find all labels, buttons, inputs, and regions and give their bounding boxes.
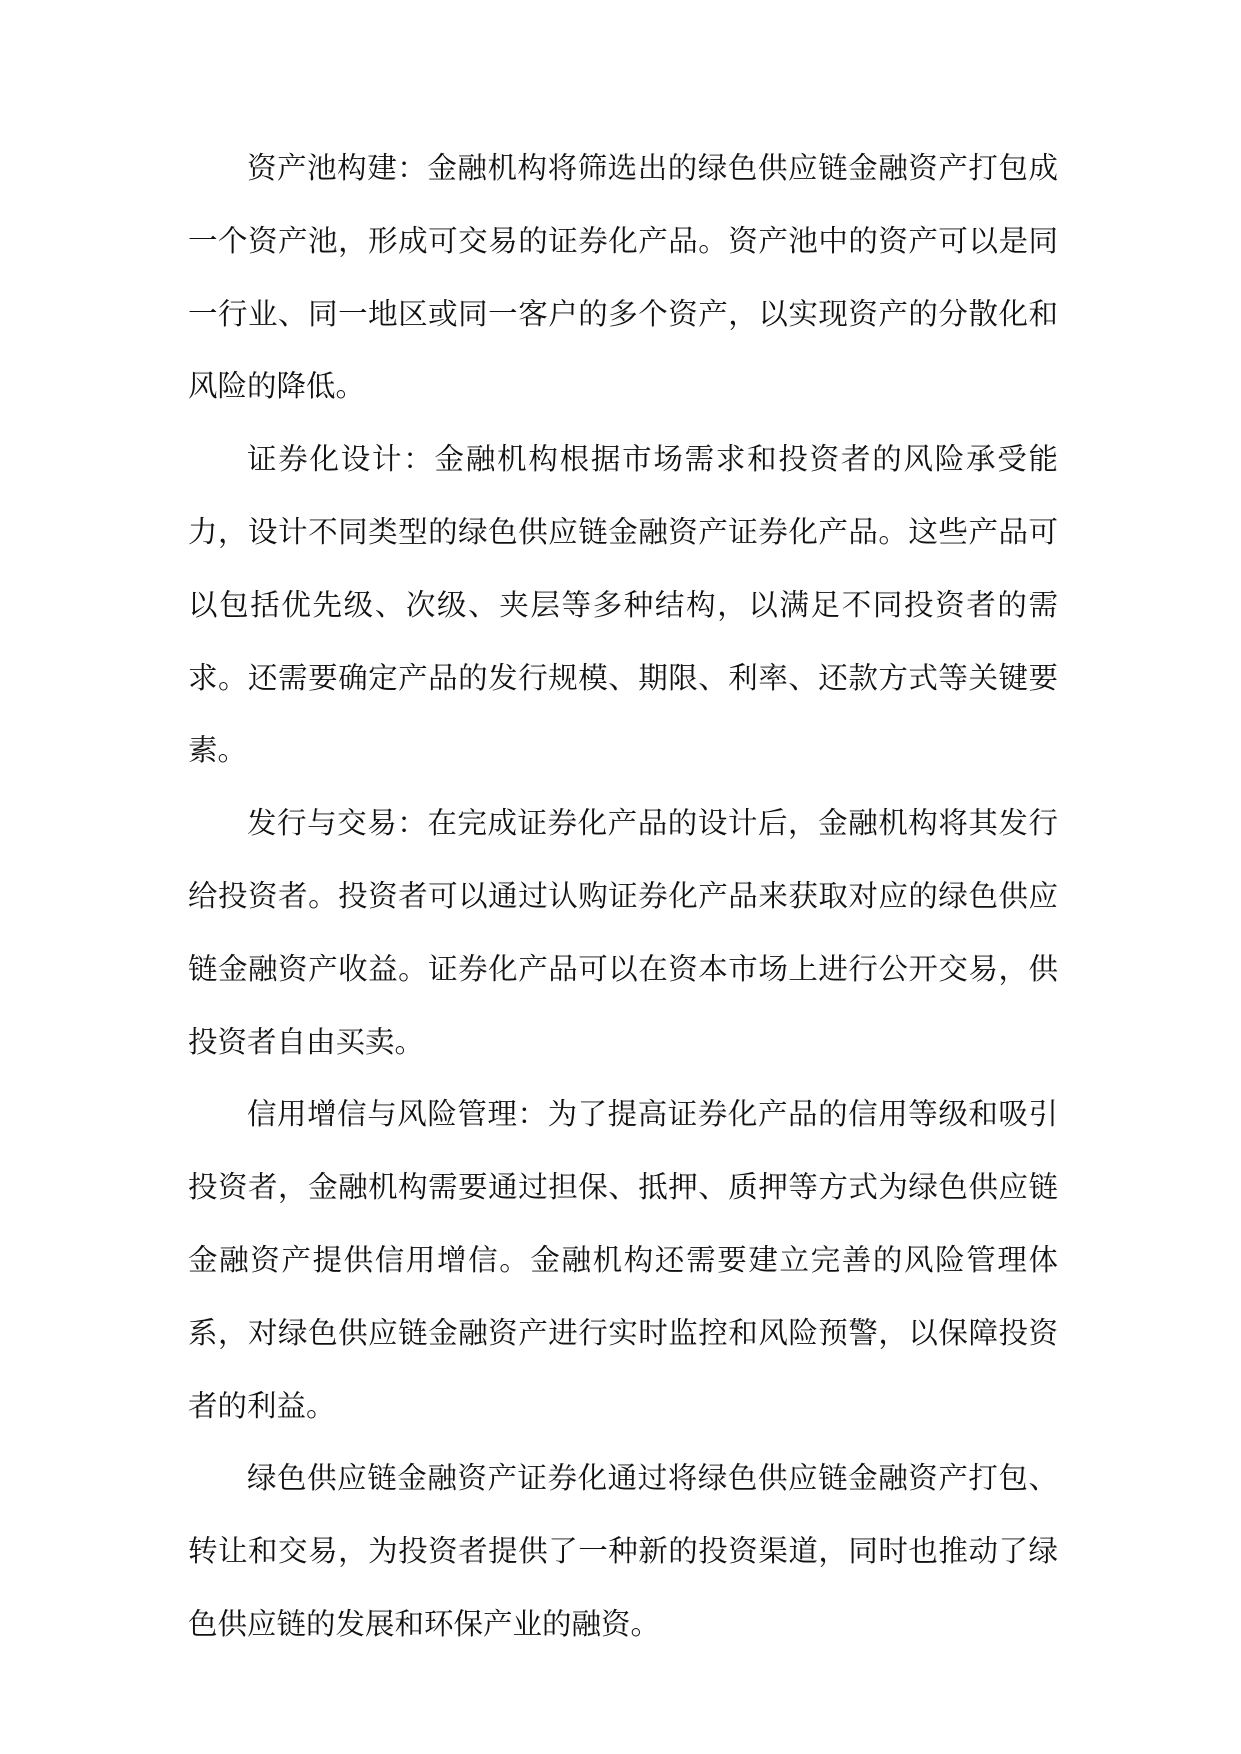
paragraph-issuance-trading: 发行与交易：在完成证券化产品的设计后，金融机构将其发行给投资者。投资者可以通过认购证券化产品来获取对应的绿色供应链金融资产收益。证券化产品可以在资本市场上进行公开交易，供投资者自由买卖。 [188,806,1058,1059]
paragraph-securitization-design: 证券化设计：金融机构根据市场需求和投资者的风险承受能力，设计不同类型的绿色供应链金融资产证券化产品。这些产品可以包括优先级、次级、夹层等多种结构，以满足不同投资者的需求。还需要确定产品的发行规模、期限、利率、还款方式等关键要素。 [188,442,1058,768]
document-page [188,132,1058,1661]
paragraph-asset-pool: 资产池构建：金融机构将筛选出的绿色供应链金融资产打包成一个资产池，形成可交易的证券化产品。资产池中的资产可以是同一行业、同一地区或同一客户的多个资产，以实现资产的分散化和风险的降低。 [188,151,1058,404]
paragraph-summary: 绿色供应链金融资产证券化通过将绿色供应链金融资产打包、转让和交易，为投资者提供了一种新的投资渠道，同时也推动了绿色供应链的发展和环保产业的融资。 [188,1461,1058,1641]
paragraph-credit-risk: 信用增信与风险管理：为了提高证券化产品的信用等级和吸引投资者，金融机构需要通过担保、抵押、质押等方式为绿色供应链金融资产提供信用增信。金融机构还需要建立完善的风险管理体系，对绿色供应链金融资产进行实时监控和风险预警，以保障投资者的利益。 [188,1097,1058,1423]
